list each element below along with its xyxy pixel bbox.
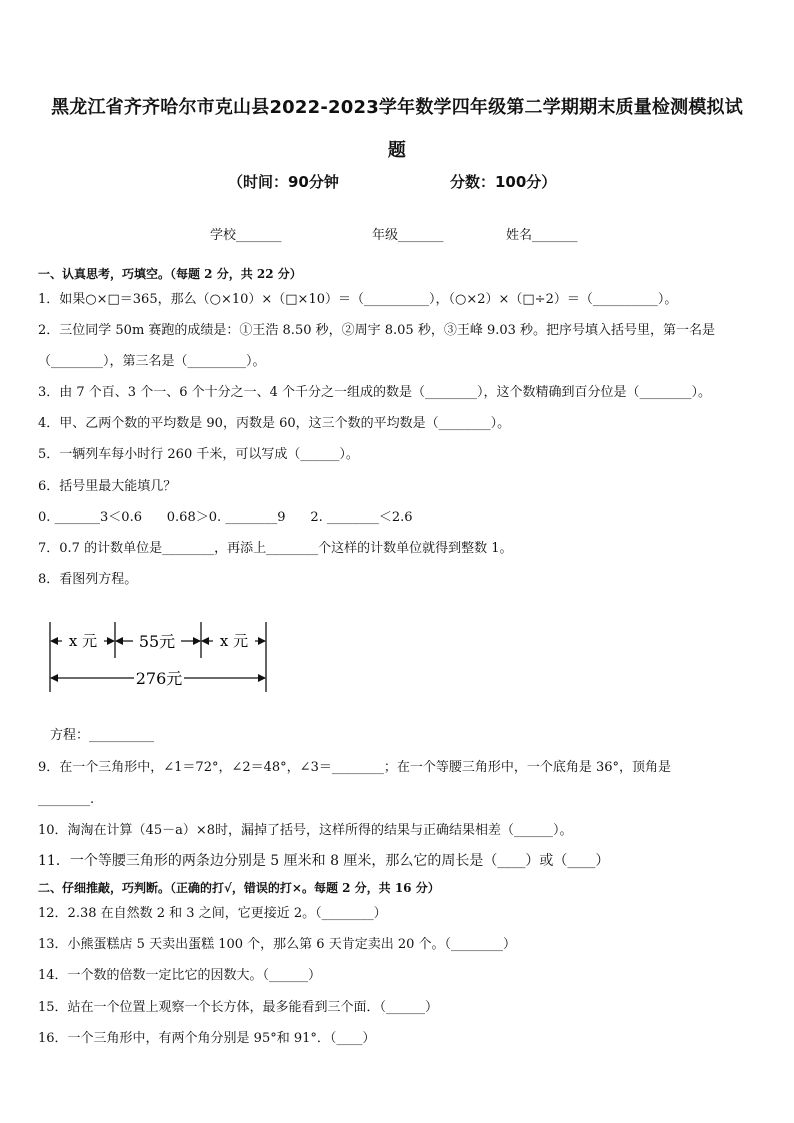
question-11: 11．一个等腰三角形的两条边分别是 5 厘米和 8 厘米，那么它的周长是（____）或（____） bbox=[38, 853, 610, 869]
question-13: 13．小熊蛋糕店 5 天卖出蛋糕 100 个，那么第 6 天肯定卖出 20 个。（________） bbox=[38, 937, 516, 952]
question-16: 16．一个三角形中，有两个角分别是 95°和 91°．（____） bbox=[38, 1031, 376, 1046]
question-4: 4．甲、乙两个数的平均数是 90，丙数是 60，这三个数的平均数是（________）。 bbox=[38, 416, 511, 431]
grade-field[interactable]: 年级_______ bbox=[372, 228, 444, 243]
section-2-heading: 二、仔细推敲，巧判断。（正确的打√，错误的打×。每题 2 分，共 16 分） bbox=[38, 881, 440, 895]
question-2-line-1: 2．三位同学 50m 赛跑的成绩是：①王浩 8.50 秒，②周宇 8.05 秒，③王峰 9.03 秒。把序号填入括号里，第一名是 bbox=[38, 323, 716, 338]
question-1: 1．如果○×□＝365，那么（○×10）×（□×10）＝（__________），（○×2）×（□÷2）＝（__________）。 bbox=[38, 292, 678, 307]
question-7: 7．0.7 的计数单位是________，再添上________个这样的计数单位就得到整数 1。 bbox=[38, 541, 513, 556]
name-field[interactable]: 姓名_______ bbox=[506, 228, 578, 243]
question-3: 3．由 7 个百、3 个一、6 个十分之一、4 个千分之一组成的数是（________），这个数精确到百分位是（________）。 bbox=[38, 385, 712, 400]
question-10: 10．淘淘在计算（45－a）×8时，漏掉了括号，这样所得的结果与正确结果相差（______）。 bbox=[38, 823, 573, 838]
question-8: 8．看图列方程。 bbox=[38, 572, 138, 587]
question-6-blanks: 0. _______3＜0.6 0.68＞0. ________9 2. ________＜2.6 bbox=[38, 510, 413, 525]
segment-2-label: 55元 bbox=[138, 632, 176, 651]
segment-1-label: x 元 bbox=[68, 632, 98, 650]
title-line-2: 题 bbox=[387, 140, 407, 161]
title-line-1: 黑龙江省齐齐哈尔市克山县2022-2023学年数学四年级第二学期期末质量检测模拟试 bbox=[51, 97, 743, 118]
question-15: 15．站在一个位置上观察一个长方体，最多能看到三个面．（______） bbox=[38, 1000, 439, 1015]
question-6: 6．括号里最大能填几？ bbox=[38, 479, 177, 494]
question-9-line-2: ________. bbox=[38, 792, 95, 807]
segment-3-label: x 元 bbox=[219, 632, 249, 650]
question-5: 5．一辆列车每小时行 260 千米，可以写成（______）。 bbox=[38, 447, 359, 462]
question-9-line-1: 9．在一个三角形中，∠1＝72°，∠2＝48°，∠3＝________；在一个等腰三角形中，一个底角是 36°，顶角是 bbox=[38, 760, 672, 775]
document-title bbox=[30, 86, 764, 172]
line-segment-diagram bbox=[38, 618, 278, 698]
time-limit: （时间：90分钟 bbox=[228, 173, 339, 191]
total-label: 276元 bbox=[135, 669, 183, 688]
total-score: 分数：100分） bbox=[450, 173, 557, 191]
question-14: 14．一个数的倍数一定比它的因数大。（______） bbox=[38, 968, 322, 983]
question-8-equation: 方程：__________ bbox=[50, 728, 155, 743]
question-2-line-2: （________），第三名是（_________）。 bbox=[38, 354, 266, 369]
section-1-heading: 一、认真思考，巧填空。（每题 2 分，共 22 分） bbox=[38, 267, 302, 281]
school-field[interactable]: 学校_______ bbox=[210, 228, 282, 243]
question-12: 12．2.38 在自然数 2 和 3 之间，它更接近 2。（________） bbox=[38, 906, 387, 921]
